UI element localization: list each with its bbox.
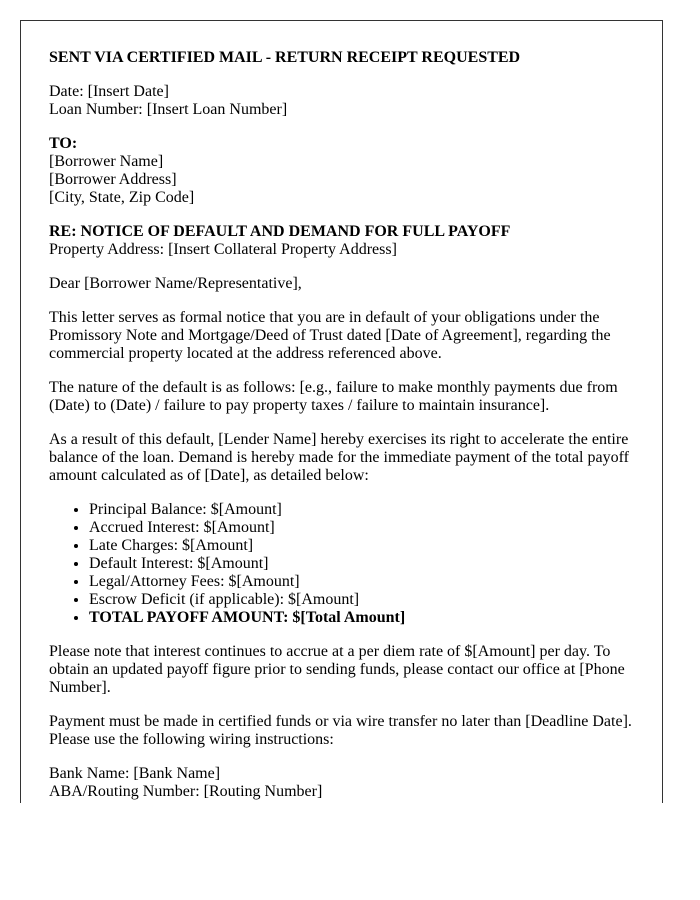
loan-number-line: Loan Number: [Insert Loan Number] (49, 101, 288, 118)
subject-line: RE: NOTICE OF DEFAULT AND DEMAND FOR FULL PAYOFF (49, 223, 511, 240)
salutation: Dear [Borrower Name/Representative], (49, 275, 302, 292)
borrower-address: [Borrower Address] (49, 171, 177, 188)
payoff-item: • Principal Balance: $[Amount] (89, 501, 632, 519)
subject-block (49, 223, 632, 259)
paragraph-default-nature: The nature of the default is as follows: [e.g., failure to make monthly payments due from (Date) to (Date) / failure to pay property taxes / failure to maintain insurance]. (49, 379, 618, 414)
payoff-item: • Legal/Attorney Fees: $[Amount] (89, 573, 632, 591)
payoff-item: • Late Charges: $[Amount] (89, 537, 632, 555)
paragraph-acceleration: As a result of this default, [Lender Name] hereby exercises its right to accelerate the entire balance of the loan. Demand is hereby made for the immediate payment of the total payoff amount calculated as of [Date], as detailed below: (49, 431, 629, 484)
wire-instructions (49, 765, 632, 801)
borrower-city: [City, State, Zip Code] (49, 189, 195, 206)
payoff-item: • Default Interest: $[Amount] (89, 555, 632, 573)
letter-page (20, 20, 663, 803)
date-line: Date: [Insert Date] (49, 83, 169, 100)
to-label: TO: (49, 135, 78, 152)
paragraph-per-diem: Please note that interest continues to accrue at a per diem rate of $[Amount] per day. To obtain an updated payoff figure prior to sending funds, please contact our office at [Phone Number]. (49, 643, 625, 696)
certified-mail-header: SENT VIA CERTIFIED MAIL - RETURN RECEIPT REQUESTED (49, 49, 521, 66)
recipient-block (49, 135, 632, 207)
date-loan-block (49, 83, 632, 119)
payoff-list (49, 501, 632, 627)
payoff-item: • Escrow Deficit (if applicable): $[Amount] (89, 591, 632, 609)
borrower-name: [Borrower Name] (49, 153, 164, 170)
paragraph-notice: This letter serves as formal notice that you are in default of your obligations under the Promissory Note and Mortgage/Deed of Trust dated [Date of Agreement], regarding the commercial property located at the address referenced above. (49, 309, 611, 362)
bank-name-line: Bank Name: [Bank Name] (49, 765, 221, 782)
property-address: Property Address: [Insert Collateral Property Address] (49, 241, 397, 258)
payoff-total: • TOTAL PAYOFF AMOUNT: $[Total Amount] (89, 609, 632, 627)
paragraph-payment: Payment must be made in certified funds or via wire transfer no later than [Deadline Date]. Please use the following wiring instructions: (49, 713, 632, 748)
payoff-item: • Accrued Interest: $[Amount] (89, 519, 632, 537)
routing-number-line: ABA/Routing Number: [Routing Number] (49, 783, 323, 800)
